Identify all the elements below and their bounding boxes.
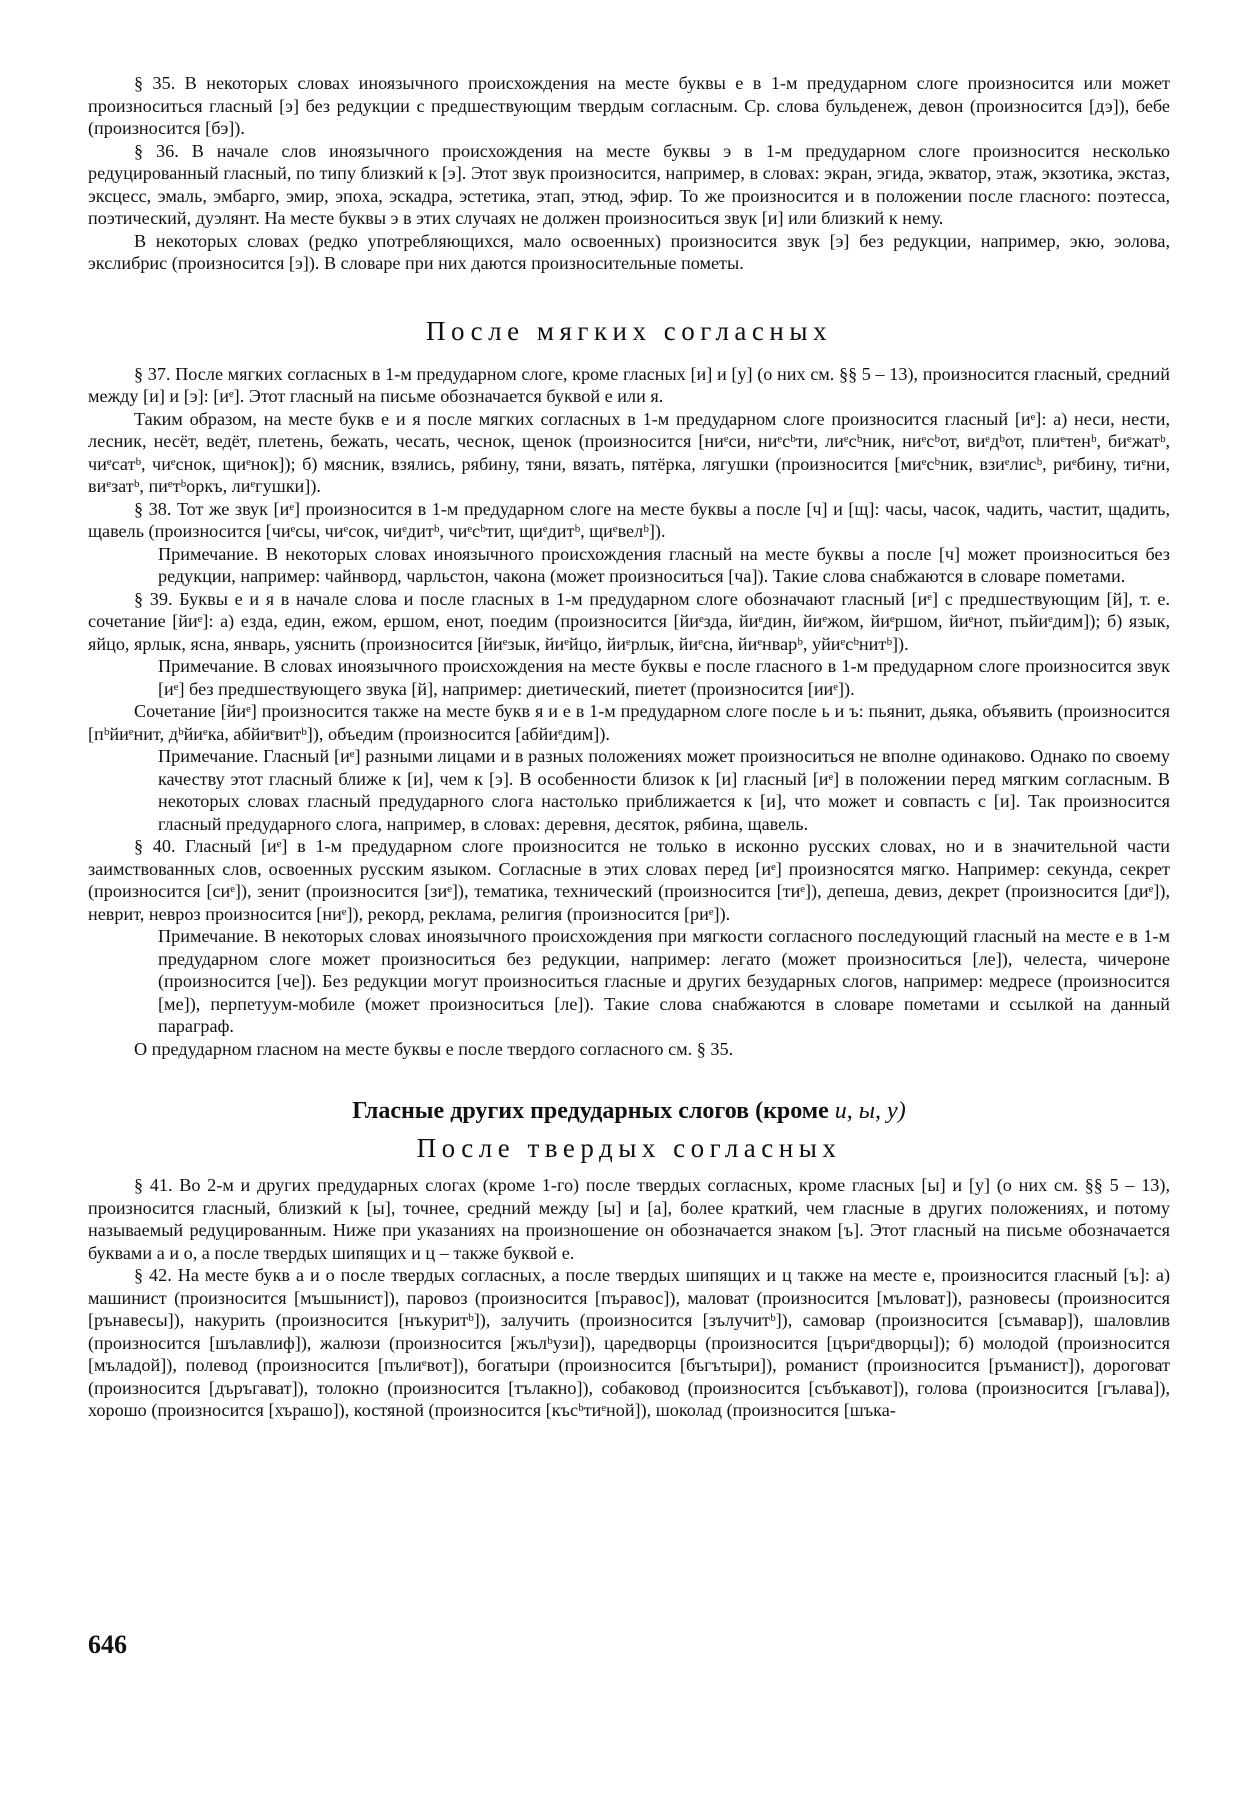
section-heading-hard: После твердых согласных [416, 1133, 842, 1163]
paragraph-42: § 42. На месте букв а и о после твердых согласных, а после твердых шипящих и ц также на месте е, произносится гласный [ъ]: а) машинист (произносится [мъшынист]), паровоз (произносится [пъравос]), маловат (произносится [мъловат]), разновесы (произносится [рънавесы]), накурить (произносится [нъкуритᵇ]), залучить (произносится [зълучитᵇ]), самовар (произносится [съмавар]), шаловлив (произносится [шълавлиф]), жалюзи (произносится [жълᵇузи]), царедворцы (произносится [църиᵉдворцы]); б) молодой (произносится [мъладой]), полевод (произносится [пълиᵉвот]), богатыри (произносится [бъгътыри]), романист (произносится [ръманист]), дороговат (произносится [дъръгават]), толокно (произносится [тълакно]), собаковод (произносится [събъкавот]), голова (произносится [гълава]), хорошо (произносится [хърашо]), костяной (произносится [късᵇтиᵉной]), шоколад (произносится [шъка- [88, 1265, 1170, 1420]
paragraph-37-continued: Таким образом, на месте букв е и я после мягких согласных в 1-м предударном слоге произносится гласный [иᵉ]: а) неси, нести, лесник, несёт, ведёт, плетень, бежать, чесать, чеснок, щенок (произносится [ниᵉси, ниᵉсᵇти, лиᵉсᵇник, ниᵉсᵇот, виᵉдᵇот, плиᵉтенᵇ, биᵉжатᵇ, чиᵉсатᵇ, чиᵉснок, щиᵉнок]); б) мясник, взялись, рябину, тяни, вязать, пятёрка, лягушки (произносится [миᵉсᵇник, взиᵉлисᵇ, риᵉбину, тиᵉни, виᵉзатᵇ, пиᵉтᵇоркъ, лиᵉгушки]). [88, 408, 1170, 496]
paragraph-40: § 40. Гласный [иᵉ] в 1-м предударном слоге произносится не только в исконно русских словах, но и в значительной части заимствованных слов, освоенных русским языком. Согласные в этих словах перед [иᵉ] произносятся мягко. Например: секунда, секрет (произносится [сиᵉ]), зенит (произносится [зиᵉ]), тематика, технический (произносится [тиᵉ]), депеша, девиз, декрет (произносится [диᵉ]), неврит, невроз произносится [ниᵉ]), рекорд, реклама, религия (произносится [риᵉ]). [88, 836, 1170, 924]
paragraph-37: § 37. После мягких согласных в 1-м предударном слоге, кроме гласных [и] и [у] (о них см. §§ 5 – 13), произносится гласный, средний между [и] и [э]: [иᵉ]. Этот гласный на письме обозначается буквой е или я. [88, 363, 1170, 406]
heading-text: Гласные других предударных слогов (кроме [352, 1098, 829, 1124]
paragraph-35: § 35. В некоторых словах иноязычного происхождения на месте буквы е в 1-м предударном слоге произносится или может произноситься гласный [э] без редукции с предшествующим твердым согласным. Ср. слова бульденеж, девон (произносится [дэ]), бебе (произносится [бэ]). [88, 73, 1170, 138]
paragraph-36-continued: В некоторых словах (редко употребляющихся, мало освоенных) произносится звук [э] без редукции, например, экю, эолова, экслибрис (произносится [э]). В словаре при них даются произносительные пометы. [88, 230, 1170, 273]
heading-italic-text: и, ы, у) [834, 1098, 906, 1124]
section-heading-other-syllables [88, 1096, 1170, 1126]
section-heading-soft: После мягких согласных [426, 315, 832, 346]
paragraph-41: § 41. Во 2-м и других предударных слогах (кроме 1-го) после твердых согласных, кроме гласных [ы] и [у] (о них см. §§ 5 – 13), произносится гласный, близкий к [ы], точнее, средний между [ы] и [а], более краткий, чем гласные в других положениях, и потому называемый редуцированным. Ниже при указаниях на произношение он обозначается знаком [ъ]. Этот гласный на письме обозначается буквами а и о, а после твердых шипящих и ц – также буквой е. [88, 1175, 1170, 1263]
paragraph-38: § 38. Тот же звук [иᵉ] произносится в 1-м предударном слоге на месте буквы а после [ч] и [щ]: часы, часок, чадить, частит, щадить, щавель (произносится [чиᵉсы, чиᵉсок, чиᵉдитᵇ, чиᵉсᵇтит, щиᵉдитᵇ, щиᵉвелᵇ]). [88, 498, 1170, 541]
paragraph-36: § 36. В начале слов иноязычного происхождения на месте буквы э в 1-м предударном слоге произносится несколько редуцированный гласный, по типу близкий к [э]. Этот звук произносится, например, в словах: экран, эгида, экватор, этаж, экзотика, экстаз, эксцесс, эмаль, эмбарго, эмир, эпоха, эскадра, эстетика, этап, этюд, эфир. То же произносится и в положении после гласного: поэтесса, поэтический, дуэлянт. На месте буквы э в этих случаях не должен произноситься звук [и] или близкий к нему. [88, 140, 1170, 228]
page-number: 646 [88, 1630, 127, 1659]
note-38: Примечание. В некоторых словах иноязычного происхождения гласный на месте буквы а после [ч] может произноситься без редукции, например: чайнворд, чарльстон, чакона (может произноситься [ча]). Такие слова снабжаются в словаре пометами. [158, 543, 1170, 586]
note-39: Примечание. В словах иноязычного происхождения на месте буквы е после гласного в 1-м предударном слоге произносится звук [иᵉ] без предшествующего звука [й], например: диетический, пиетет (произносится [ииᵉ]). [158, 656, 1170, 699]
page-content [88, 72, 1170, 1422]
paragraph-39: § 39. Буквы е и я в начале слова и после гласных в 1-м предударном слоге обозначают гласный [иᵉ] с предшествующим [й], т. е. сочетание [йиᵉ]: а) езда, един, ежом, ершом, енот, поедим (произносится [йиᵉзда, йиᵉдин, йиᵉжом, йиᵉршом, йиᵉнот, пъйиᵉдим]); б) язык, яйцо, ярлык, ясна, январь, уяснить (произносится [йиᵉзык, йиᵉйцо, йиᵉрлык, йиᵉсна, йиᵉнварᵇ, уйиᵉсᵇнитᵇ]). [88, 588, 1170, 654]
paragraph-40-reference: О предударном гласном на месте буквы е после твердого согласного см. § 35. [134, 1038, 734, 1059]
note-40: Примечание. В некоторых словах иноязычного происхождения при мягкости согласного последующий гласный на месте е в 1-м предударном слоге может произноситься без редукции, например: легато (может произноситься [ле]), челеста, чичероне (произносится [че]). Без редукции могут произноситься гласные и других безударных слогов, например: медресе (произносится [ме]), перпетуум-мобиле (может произноситься [ле]). Такие слова снабжаются в словаре пометами и ссылкой на данный параграф. [158, 926, 1170, 1036]
note-39-continued: Примечание. Гласный [иᵉ] разными лицами и в разных положениях может произноситься не вполне одинаково. Однако по своему качеству этот гласный ближе к [и], чем к [э]. В особенности близок к [и] гласный [иᵉ] в положении перед мягким согласным. В некоторых словах гласный предударного слога настолько приближается к [и], что может и совпасть с [и]. Так произносится гласный предударного слога, например, в словах: деревня, десяток, рябина, щавель. [158, 746, 1170, 834]
paragraph-39-continued: Сочетание [йиᵉ] произносится также на месте букв я и е в 1-м предударном слоге после ь и ъ: пьянит, дьяка, объявить (произносится [пᵇйиᵉнит, дᵇйиᵉка, абйиᵉвитᵇ]), объедим (произносится [абйиᵉдим]). [88, 701, 1170, 744]
